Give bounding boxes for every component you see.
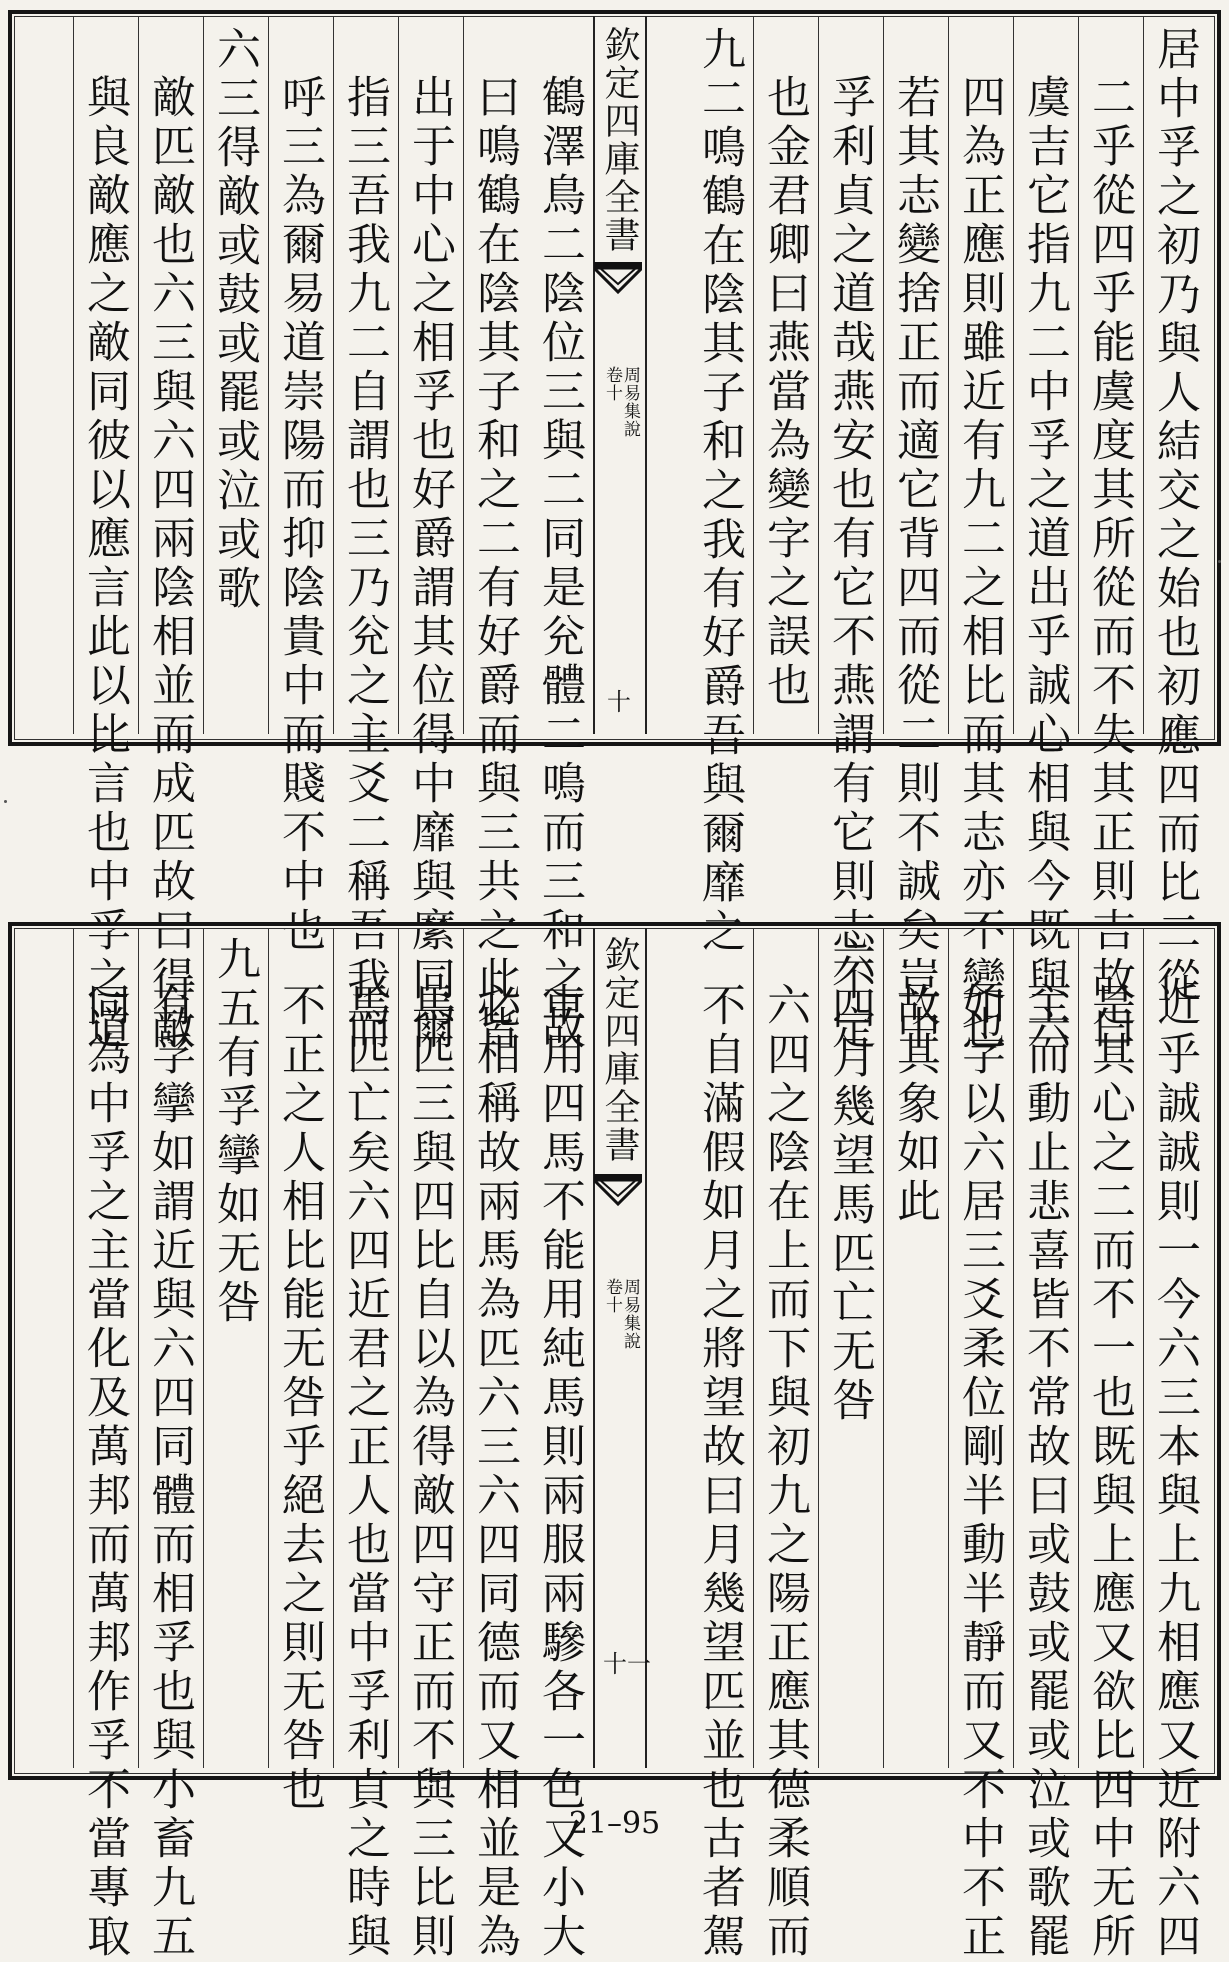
column-rule [753, 16, 754, 734]
book-title: 欽定四庫全書 [599, 26, 640, 254]
text-column: 二乎從四乎能虞度其所從而不失其正則吉故曰 [1084, 74, 1135, 1054]
text-column: 指三吾我九二自謂也三乃兊之主爻二稱吾我而 [339, 74, 390, 1054]
text-column: 有孚攣如謂近與六四同體而相孚也與小畜九五 [144, 982, 195, 1962]
text-column: 同為中孚之主當化及萬邦而萬邦作孚不當專取 [79, 982, 130, 1962]
column-rule [1078, 928, 1079, 1768]
text-column: 是其心之二而不一也既與上應又欲比四中无所 [1084, 982, 1135, 1962]
column-rule [463, 16, 464, 734]
text-column: 六三得敵或鼓或罷或泣或歌 [209, 26, 260, 614]
text-column: 九五有孚攣如无咎 [209, 936, 260, 1328]
column-rule [883, 928, 884, 1768]
fish-tail-ornament-icon [594, 1174, 642, 1210]
text-column: 馬匹亡矣六四近君之正人也當中孚利貞之時與 [339, 982, 390, 1962]
text-column: 不正之人相比能无咎乎絕去之則无咎也 [274, 982, 325, 1815]
column-rule [333, 16, 334, 734]
text-column: 六四之陰在上而下與初九之陽正應其德柔順而 [759, 982, 810, 1962]
text-column: 不自滿假如月之將望故曰月幾望匹並也古者駕 [694, 982, 745, 1962]
column-rule [398, 16, 399, 734]
page-number: 21–95 [568, 1806, 661, 1841]
column-rule [398, 928, 399, 1768]
column-rule [73, 16, 74, 734]
column-rule [818, 16, 819, 734]
book-title: 欽定四庫全書 [599, 936, 640, 1164]
column-rule [73, 928, 74, 1768]
column-rule [1143, 928, 1144, 1768]
column-rule [203, 16, 204, 734]
column-rule [753, 928, 754, 1768]
column-rule [1013, 928, 1014, 1768]
column-rule [138, 928, 139, 1768]
work-title: 周易集說 [620, 366, 640, 438]
column-rule [333, 928, 334, 1768]
text-column: 孚利貞之道哉燕安也有它不燕謂有它則志不定 [824, 74, 875, 1054]
text-column: 鶴澤鳥二陰位三與二同是兊體二鳴而三和之故 [534, 74, 585, 1054]
text-column: 四為正應則雖近有九二之相比而其志亦不變也 [954, 74, 1005, 1054]
text-column: 車用四馬不能用純馬則兩服兩驂各一色又小大 [534, 982, 585, 1962]
volume-label: 卷十 [602, 366, 622, 402]
text-column: 出于中心之相孚也好爵謂其位得中靡與縻同爾 [404, 74, 455, 1054]
folio-number: 十一 [603, 1650, 651, 1678]
text-column: 與良敵應之敵同彼以應言此以比言也中孚之道 [79, 74, 130, 1054]
column-rule [1143, 16, 1144, 734]
volume-label: 卷十 [602, 1278, 622, 1314]
column-rule [818, 928, 819, 1768]
column-rule [268, 928, 269, 1768]
text-column: 若其志變捨正而適它背四而從二則不誠矣豈中 [889, 74, 940, 1054]
column-rule [138, 16, 139, 734]
text-column: 曰鳴鶴在陰其子和之二有好爵而與三共之此皆 [469, 74, 520, 1054]
text-column: 故其象如此 [889, 982, 940, 1227]
text-column: 馬匹三與四比自以為得敵四守正而不與三比則 [404, 982, 455, 1962]
text-column: 呼三為爾易道崇陽而抑陰貴中而賤不中也 [274, 74, 325, 956]
column-rule [1013, 16, 1014, 734]
scan-speck [1218, 560, 1221, 563]
text-column: 近乎誠誠則一今六三本與上九相應又近附六四 [1149, 982, 1200, 1962]
text-column: 敵匹敵也六三與六四兩陰相並而成匹故曰得敵 [144, 74, 195, 1054]
column-rule [203, 928, 204, 1768]
column-rule [948, 16, 949, 734]
text-column: 九二鳴鶴在陰其子和之我有好爵吾與爾靡之 [694, 26, 745, 957]
work-title: 周易集說 [620, 1278, 640, 1350]
scan-speck [4, 800, 7, 803]
column-rule [463, 928, 464, 1768]
folio-number: 十 [607, 688, 631, 716]
column-rule [268, 16, 269, 734]
text-column: 六四月幾望馬匹亡无咎 [824, 936, 875, 1426]
fish-tail-ornament-icon [594, 262, 642, 298]
column-rule [883, 16, 884, 734]
column-rule [948, 928, 949, 1768]
text-column: 必相稱故兩馬為匹六三六四同德而又相並是為 [469, 982, 520, 1962]
text-column: 居中孚之初乃與人結交之始也初應四而比二從 [1149, 26, 1200, 1006]
column-rule [1078, 16, 1079, 734]
text-column: 虞吉它指九二中孚之道出乎誠心相與今既與六 [1019, 74, 1070, 1054]
text-column: 如字以六居三爻柔位剛半動半靜而又不中不正 [954, 982, 1005, 1962]
text-column: 也金君卿曰燕當為變字之誤也 [759, 74, 810, 711]
text-column: 主而動止悲喜皆不常故曰或鼓或罷或泣或歌罷 [1019, 982, 1070, 1962]
